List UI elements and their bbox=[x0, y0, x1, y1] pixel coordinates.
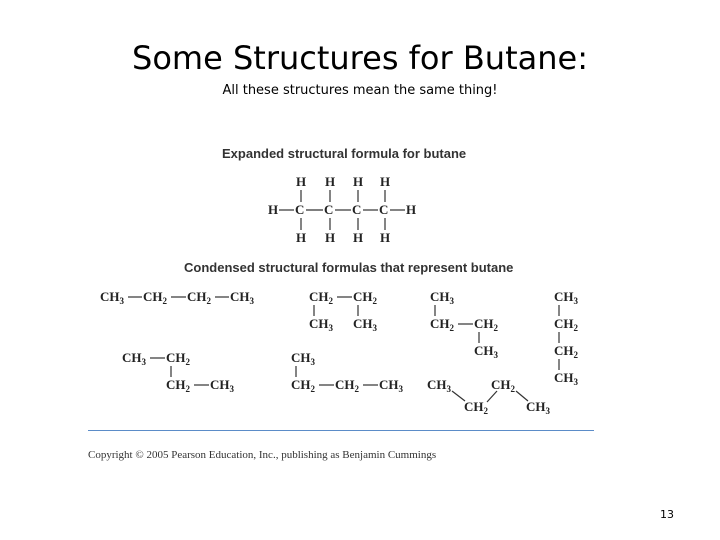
svg-text:CH2: $CH_2$ bbox=[474, 316, 498, 333]
svg-text:H: H bbox=[268, 202, 279, 217]
svg-text:CH3: $CH_3$ bbox=[474, 343, 498, 360]
svg-text:CH2: $CH_2$ bbox=[166, 377, 190, 394]
svg-text:CH3: $CH_3$ bbox=[526, 399, 550, 416]
expanded-structural-formula bbox=[268, 174, 416, 245]
svg-text:CH2: $CH_2$ bbox=[143, 289, 167, 306]
svg-text:C: C bbox=[379, 202, 389, 217]
figure-divider bbox=[88, 430, 594, 431]
svg-text:CH2: $CH_2$ bbox=[554, 316, 578, 333]
svg-text:H: H bbox=[353, 174, 364, 189]
svg-text:C: C bbox=[295, 202, 305, 217]
condensed-formula-step bbox=[430, 289, 499, 360]
svg-text:H: H bbox=[406, 202, 417, 217]
svg-text:H: H bbox=[325, 174, 336, 189]
condensed-formula-branch-start bbox=[291, 350, 404, 394]
svg-text:CH2: $CH_2$ bbox=[309, 289, 333, 306]
copyright-notice: Copyright © 2005 Pearson Education, Inc., publishing as Benjamin Cummings bbox=[88, 449, 437, 461]
svg-text:H: H bbox=[296, 230, 307, 245]
svg-text:H: H bbox=[296, 174, 307, 189]
slide-number: 13 bbox=[660, 508, 674, 521]
svg-text:CH2: $CH_2$ bbox=[353, 289, 377, 306]
slide-subtitle: All these structures mean the same thing! bbox=[222, 83, 498, 98]
svg-text:H: H bbox=[380, 230, 391, 245]
svg-text:CH3: $CH_3$ bbox=[122, 350, 146, 367]
slide-title: Some Structures for Butane: bbox=[132, 39, 588, 77]
svg-text:CH3: $CH_3$ bbox=[554, 370, 578, 387]
svg-text:H: H bbox=[325, 230, 336, 245]
svg-text:CH3: $CH_3$ bbox=[430, 289, 454, 306]
condensed-formula-zigzag bbox=[427, 377, 551, 416]
svg-text:CH3: $CH_3$ bbox=[230, 289, 254, 306]
svg-text:CH2: $CH_2$ bbox=[291, 377, 315, 394]
condensed-formula-step-down bbox=[122, 350, 235, 394]
svg-text:H: H bbox=[353, 230, 364, 245]
svg-text:CH3: $CH_3$ bbox=[291, 350, 315, 367]
svg-text:CH2: $CH_2$ bbox=[491, 377, 515, 394]
condensed-formulas-label: Condensed structural formulas that represent butane bbox=[184, 260, 514, 275]
svg-text:CH3: $CH_3$ bbox=[353, 316, 377, 333]
condensed-formula-vertical bbox=[554, 289, 579, 387]
svg-text:CH3: $CH_3$ bbox=[379, 377, 403, 394]
svg-text:CH2: $CH_2$ bbox=[166, 350, 190, 367]
expanded-formula-label: Expanded structural formula for butane bbox=[222, 146, 467, 161]
svg-text:CH3: $CH_3$ bbox=[309, 316, 333, 333]
svg-text:CH2: $CH_2$ bbox=[187, 289, 211, 306]
svg-text:C: C bbox=[324, 202, 334, 217]
svg-text:CH3: $CH_3$ bbox=[554, 289, 578, 306]
svg-text:CH3: $CH_3$ bbox=[100, 289, 124, 306]
condensed-formula-u-shape bbox=[309, 289, 378, 333]
svg-text:C: C bbox=[352, 202, 362, 217]
svg-text:CH2: $CH_2$ bbox=[335, 377, 359, 394]
svg-text:CH2: $CH_2$ bbox=[554, 343, 578, 360]
svg-text:CH2: $CH_2$ bbox=[430, 316, 454, 333]
svg-text:CH3: $CH_3$ bbox=[427, 377, 451, 394]
svg-text:H: H bbox=[380, 174, 391, 189]
svg-text:CH3: $CH_3$ bbox=[210, 377, 234, 394]
condensed-formula-linear bbox=[100, 289, 255, 306]
svg-text:CH2: $CH_2$ bbox=[464, 399, 488, 416]
